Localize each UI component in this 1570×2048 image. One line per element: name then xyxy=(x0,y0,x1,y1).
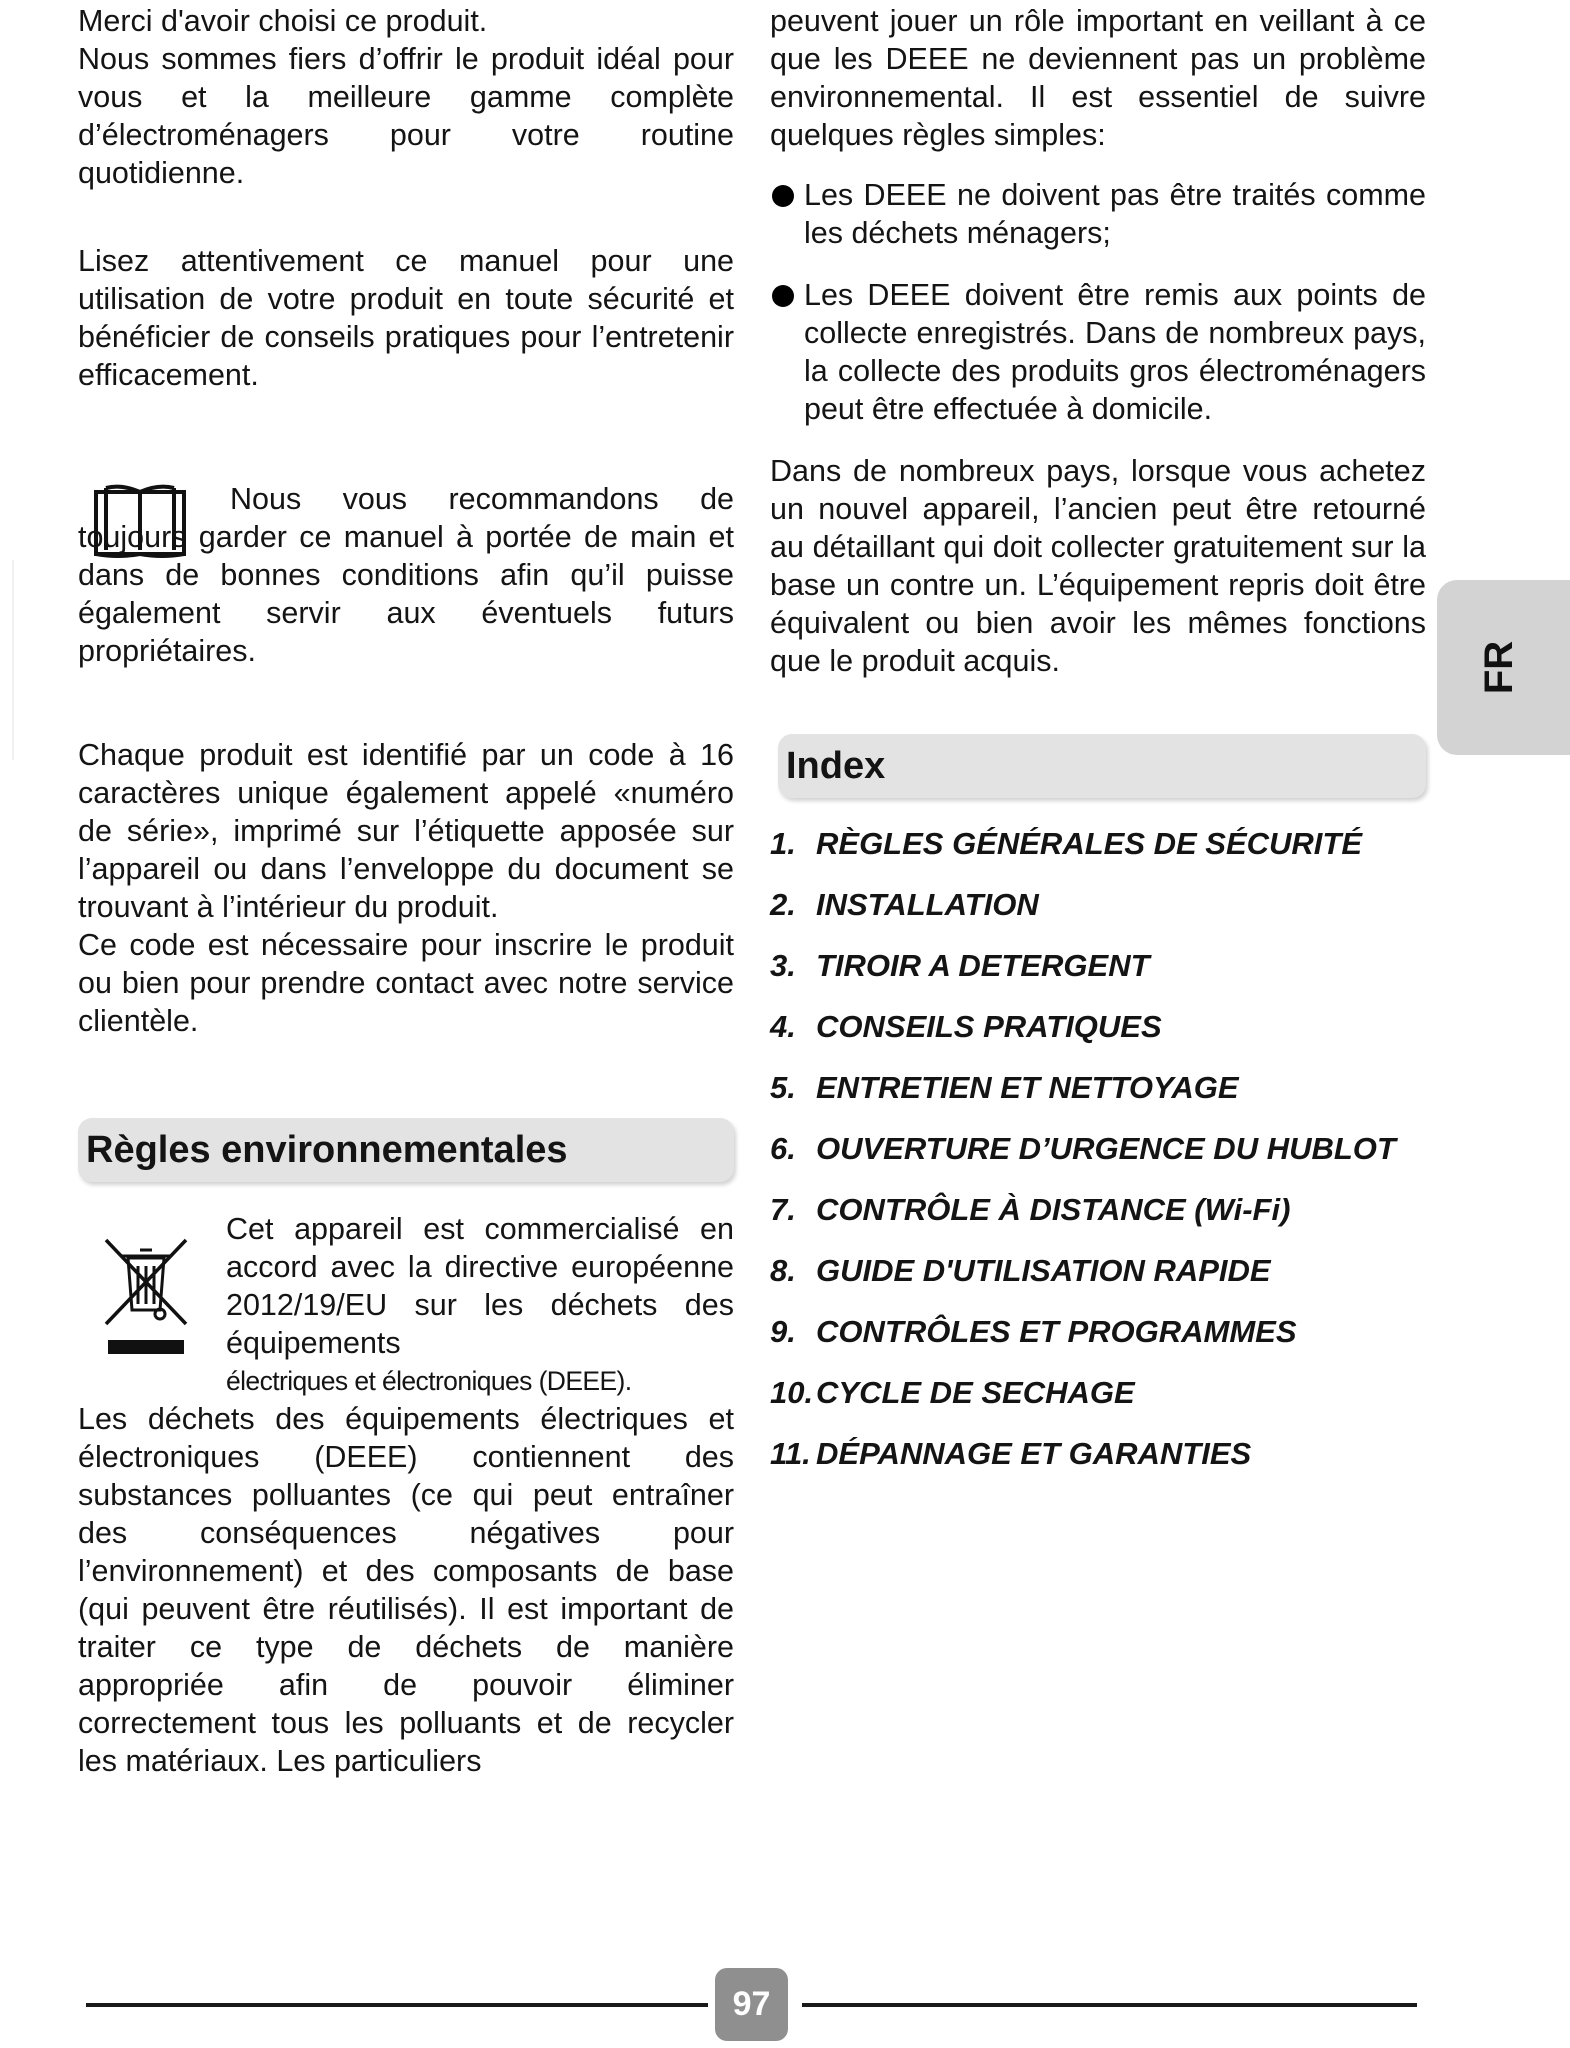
index-item-2[interactable] xyxy=(770,885,1426,925)
intro-thanks: Merci d'avoir choisi ce produit. xyxy=(78,4,488,38)
index-number: 8. xyxy=(770,1253,796,1288)
index-title: CONSEILS PRATIQUES xyxy=(816,1009,1162,1044)
right-column xyxy=(770,2,1426,1495)
intro-pride: Nous sommes fiers d’offrir le produit idéal pour vous et la meilleure gamme complète d’électroménagers pour votre routine quotidienne. xyxy=(78,42,734,190)
index-item-10[interactable] xyxy=(770,1373,1426,1413)
serial-paragraph: Chaque produit est identifié par un code à 16 caractères unique également appelé «numéro de série», imprimé sur l’étiquette apposée sur l’appareil ou dans l’enveloppe du document se trouvant à l’intérieur du produit. xyxy=(78,738,734,924)
index-list xyxy=(770,824,1426,1474)
index-title: DÉPANNAGE ET GARANTIES xyxy=(816,1436,1252,1471)
index-item-7[interactable] xyxy=(770,1190,1426,1230)
index-number: 2. xyxy=(770,887,796,922)
index-item-9[interactable] xyxy=(770,1312,1426,1352)
index-number: 1. xyxy=(770,826,796,861)
bullet-text: Les DEEE ne doivent pas être traités comme les déchets ménagers; xyxy=(804,178,1426,250)
weee-body-paragraph: Les déchets des équipements électriques et électroniques (DEEE) contiennent des substances polluantes (ce qui peut entraîner des conséquences négatives pour l’environnement) et des composants de base (qui peuvent être réutilisés). Il est important de traiter ce type de déchets de manière appropriée afin de pouvoir éliminer correctement tous les polluants et de recycler les matériaux. Les particuliers xyxy=(78,1402,734,1778)
index-title: ENTRETIEN ET NETTOYAGE xyxy=(816,1070,1239,1105)
crossed-bin-icon xyxy=(100,1232,192,1357)
index-title: CONTRÔLES ET PROGRAMMES xyxy=(816,1314,1297,1349)
index-title: CONTRÔLE À DISTANCE (Wi-Fi) xyxy=(816,1192,1291,1227)
index-title: TIROIR A DETERGENT xyxy=(816,948,1150,983)
index-number: 11. xyxy=(770,1436,811,1471)
index-number: 4. xyxy=(770,1009,796,1044)
list-item xyxy=(770,176,1426,252)
weee-directive-text: Cet appareil est commercialisé en accord avec la directive européenne 2012/19/EU sur les déchets des équipements xyxy=(226,1212,734,1360)
index-number: 3. xyxy=(770,948,796,983)
footer-rule-left xyxy=(86,2003,708,2007)
footer-rule-right xyxy=(802,2003,1417,2007)
page-number: 97 xyxy=(732,1985,771,2023)
index-number: 5. xyxy=(770,1070,796,1105)
index-item-11[interactable] xyxy=(770,1434,1426,1474)
env-rules-heading xyxy=(78,1118,734,1182)
index-heading-text: Index xyxy=(786,745,886,787)
index-item-4[interactable] xyxy=(770,1007,1426,1047)
read-manual-paragraph: Lisez attentivement ce manuel pour une utilisation de votre produit en toute sécurité et bénéficier de conseils pratiques pour l’entretenir efficacement. xyxy=(78,244,734,392)
bullet-text: Les DEEE doivent être remis aux points de collecte enregistrés. Dans de nombreux pays, la collecte des produits gros électroménagers peut être effectuée à domicile. xyxy=(804,278,1426,426)
index-title: GUIDE D'UTILISATION RAPIDE xyxy=(816,1253,1271,1288)
bullet-icon xyxy=(772,185,794,207)
index-item-8[interactable] xyxy=(770,1251,1426,1291)
index-item-3[interactable] xyxy=(770,946,1426,986)
index-item-6[interactable] xyxy=(770,1129,1426,1169)
keep-manual-text: Nous vous recommandons de toujours garder ce manuel à portée de main et dans de bonnes conditions afin qu’il puisse également servir aux éventuels futurs propriétaires. xyxy=(78,482,734,668)
bullet-icon xyxy=(772,285,794,307)
index-item-1[interactable] xyxy=(770,824,1426,864)
weee-continuation: peuvent jouer un rôle important en veillant à ce que les DEEE ne deviennent pas un problème environnemental. Il est essentiel de suivre quelques règles simples: xyxy=(770,4,1426,152)
index-number: 7. xyxy=(770,1192,796,1227)
index-number: 6. xyxy=(770,1131,796,1166)
weee-rules-list xyxy=(770,176,1426,428)
index-number: 10. xyxy=(770,1375,814,1410)
left-column xyxy=(78,2,734,1780)
env-rules-heading-text: Règles environnementales xyxy=(86,1129,568,1171)
index-title: RÈGLES GÉNÉRALES DE SÉCURITÉ xyxy=(816,826,1363,861)
index-title: OUVERTURE D’URGENCE DU HUBLOT xyxy=(816,1131,1396,1166)
page-fold-shadow xyxy=(12,560,14,760)
language-tab xyxy=(1437,580,1570,755)
index-number: 9. xyxy=(770,1314,796,1349)
serial-usage-paragraph: Ce code est nécessaire pour inscrire le produit ou bien pour prendre contact avec notre service clientèle. xyxy=(78,928,734,1038)
trade-in-paragraph: Dans de nombreux pays, lorsque vous achetez un nouvel appareil, l’ancien peut être retourné au détaillant qui doit collecter gratuitement sur la base un contre un. L’équipement repris doit être équivalent ou bien avoir les mêmes fonctions que le produit acquis. xyxy=(770,454,1426,678)
manual-note xyxy=(78,480,734,670)
open-book-icon xyxy=(92,484,188,562)
index-title: INSTALLATION xyxy=(816,887,1039,922)
language-tab-label: FR xyxy=(1476,640,1521,695)
page-number-badge xyxy=(715,1968,788,2041)
list-item xyxy=(770,276,1426,428)
weee-directive-text-end: électriques et électroniques (DEEE). xyxy=(226,1366,632,1396)
index-heading xyxy=(778,734,1426,798)
weee-block xyxy=(78,1210,734,1400)
index-title: CYCLE DE SECHAGE xyxy=(816,1375,1135,1410)
index-item-5[interactable] xyxy=(770,1068,1426,1108)
